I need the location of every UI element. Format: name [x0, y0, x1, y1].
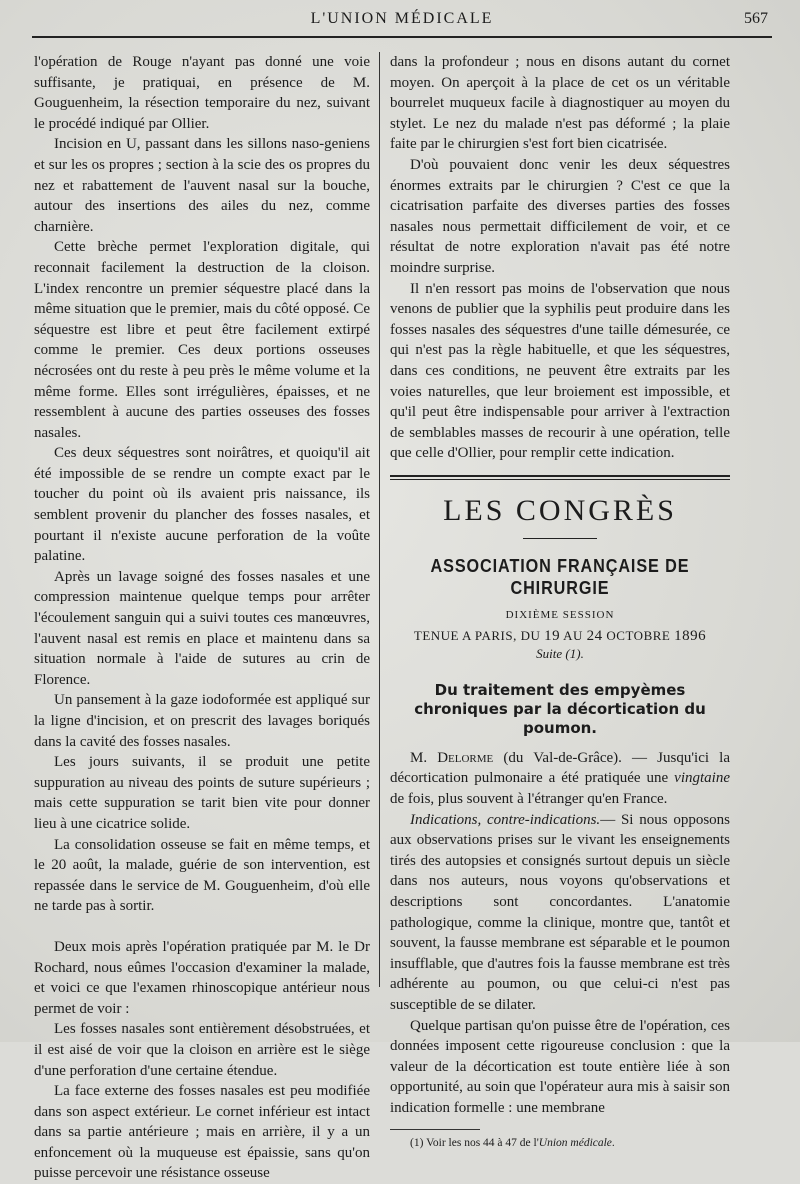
- dates-month: OCTOBRE: [602, 627, 675, 643]
- paragraph: Il n'en ressort pas moins de l'observation que nous venons de publier que la syphilis peut produire dans les fosses nasales des séquestres d'une taille démesurée, ce qui n'est pas la règle habituelle, et que les séquestres, dans ces conditions, ne peuvent être extraits par les voies naturelles, que leur broiement est impossible, et qu'il peut être indispensable pour arriver à l'extraction de semblables masses de recourir à une opération, telle que celle d'Ollier, pour remplir cette indication.: [390, 280, 730, 462]
- paragraph: l'opération de Rouge n'ayant pas donné une voie suffisante, je pratiquai, en présence de M. Gouguenheim, la résection temporaire du nez, suivant le procédé indiqué par Ollier.: [34, 54, 370, 132]
- left-column: [34, 52, 370, 1184]
- paragraph: Les jours suivants, il se produit une petite suppuration au niveau des points de suture supérieurs ; mais cette suppuration se tarit bien vite pour donner lieu à une cicatrice solide.: [34, 754, 370, 832]
- date-year: 1896: [674, 627, 707, 644]
- paragraph: [390, 810, 730, 1016]
- paragraph: La face externe des fosses nasales est peu modifiée dans son aspect extérieur. Le cornet inférieur est intact dans sa partie antérieure ; mais en arrière, il y a un enfoncement où la muqueuse est épaissie, sans qu'on puisse percevoir une résistance osseuse: [34, 1083, 370, 1182]
- p2-text: — Si nous opposons aux observations prises sur le vivant les enseignements tirés des autopsies et consignés surtout depuis un siècle dans nos auteurs, nous voyons qu'observations et descriptions sont concordantes. L'anatomie pathologique, comme la clinique, montre que, tantôt et souvent, la fausse membrane est séparable et le poumon insufflable, que d'autres fois la fausse membrane est très adhérente au poumon, ou que celui-ci n'est pas susceptible de se dilater.: [390, 811, 730, 1013]
- session-label: DIXIÈME SESSION: [505, 608, 615, 621]
- paragraph: dans la profondeur ; nous en disons autant du cornet moyen. On aperçoit à la place de cet os un véritable bourrelet muqueux facile à diagnostiquer au moyen du stylet. Le nez du malade n'est pas déformé ; la plaie faite par le chirurgien s'est fort bien cicatrisée.: [390, 54, 730, 153]
- footnote-prefix: (1) Voir les nos 44 à 47 de l': [410, 1136, 539, 1149]
- p1-text: (du Val-de-Grâce). — Jusqu'ici la décortication pulmonaire a été pratiquée une: [390, 749, 730, 787]
- footnote-suffix: .: [611, 1136, 615, 1149]
- p1-end: de fois, plus souvent à l'étranger qu'en France.: [390, 791, 668, 808]
- title-rule: [523, 538, 597, 539]
- running-title: L'UNION MÉDICALE: [310, 10, 494, 27]
- section-double-rule: [390, 475, 730, 480]
- author-name: M. Delorme: [410, 749, 494, 766]
- paragraph: [390, 748, 730, 810]
- section-title: LES CONGRÈS: [443, 493, 677, 527]
- paragraph: Quelque partisan qu'on puisse être de l'opération, ces données imposent cette rigoureuse conclusion : que la valeur de la décortication est toute entière liée à son opportunité, au soin que l'opérateur aura mis à saisir son indication formelle : une membrane: [390, 1017, 730, 1116]
- paragraph: Après un lavage soigné des fosses nasales et une compression maintenue quelque temps pour arrêter l'écoulement sanguin qui a suivi toutes ces manœuvres, l'auvent nasal est remis en place et maintenu dans sa situation normale à l'aide de sutures au crin de Florence.: [34, 568, 370, 688]
- p1-italic: vingtaine: [674, 770, 730, 787]
- page-number: 567: [744, 10, 768, 27]
- footnote-rule: [390, 1129, 480, 1130]
- suite-label: Suite (1).: [536, 645, 584, 661]
- dates-mid: AU: [560, 627, 587, 643]
- article-title: Du traitement des empyèmes chroniques par la décortication du poumon.: [414, 680, 706, 737]
- session-dates: [390, 627, 730, 645]
- paragraph: Un pansement à la gaze iodoformée est appliqué sur la ligne d'incision, et on prescrit des lavages boriqués dans la cavité des fosses nasales.: [34, 692, 370, 750]
- association-heading: ASSOCIATION FRANÇAISE DE CHIRURGIE: [430, 555, 690, 598]
- right-column: [390, 52, 730, 1151]
- footnote: [390, 1136, 730, 1151]
- page-header: [32, 8, 772, 36]
- paragraph: Deux mois après l'opération pratiquée par M. le Dr Rochard, nous eûmes l'occasion d'examiner la malade, et voici ce que l'examen rhinoscopique antérieur nous permet de voir :: [34, 938, 370, 1017]
- paragraph: Cette brèche permet l'exploration digitale, qui reconnait facilement la destruction de la cloison. L'index rencontre un premier séquestre placé dans la même situation que le premier, mais du côté opposé. Ce séquestre est libre et peut être facilement extirpé comme le premier. Ces deux portions osseuses nécrosées ont du reste à peu près le même volume et la même forme. Elles sont irrégulières, épaisses, et ne ressemblent à aucune des parties osseuses des fosses nasales.: [34, 239, 370, 441]
- date-start: 19: [544, 627, 561, 644]
- subheading-indications: Indications, contre-indications.: [410, 811, 601, 828]
- paragraph: Les fosses nasales sont entièrement désobstruées, et il est aisé de voir que la cloison en arrière est le siège d'une perforation d'une certaine étendue.: [34, 1021, 370, 1079]
- column-divider: [379, 52, 380, 987]
- paragraph-gap: [34, 917, 370, 937]
- dates-prefix: TENUE A PARIS, DU: [413, 627, 545, 643]
- date-end: 24: [586, 627, 603, 644]
- paragraph: Incision en U, passant dans les sillons naso-geniens et sur les os propres ; section à la scie des os propres du nez et rabattement de l'auvent nasal sur la bouche, autour des insertions des ailes du nez, comme charnière.: [34, 136, 370, 235]
- paragraph: Ces deux séquestres sont noirâtres, et quoiqu'il ait été impossible de se rendre un compte exact par le toucher du point où ils avaient pris naissance, ils semblent provenir du plancher des fosses nasales, et pourtant il n'existe aucune perforation de la voûte palatine.: [34, 445, 370, 565]
- paragraph: La consolidation osseuse se fait en même temps, et le 20 août, la malade, guérie de son intervention, est repassée dans le service de M. Gouguenheim, d'où elle ne tarde pas à sortir.: [34, 836, 370, 915]
- header-rule: [32, 36, 772, 38]
- footnote-journal: Union médicale: [538, 1136, 612, 1149]
- paragraph: D'où pouvaient donc venir les deux séquestres énormes extraits par le chirurgien ? C'est ce que la cicatrisation parfaite des diverses parties des fosses nasales nous permettait difficilement de voir, et ce résultat de notre exploration n'avait pas été notre moindre surprise.: [390, 156, 730, 276]
